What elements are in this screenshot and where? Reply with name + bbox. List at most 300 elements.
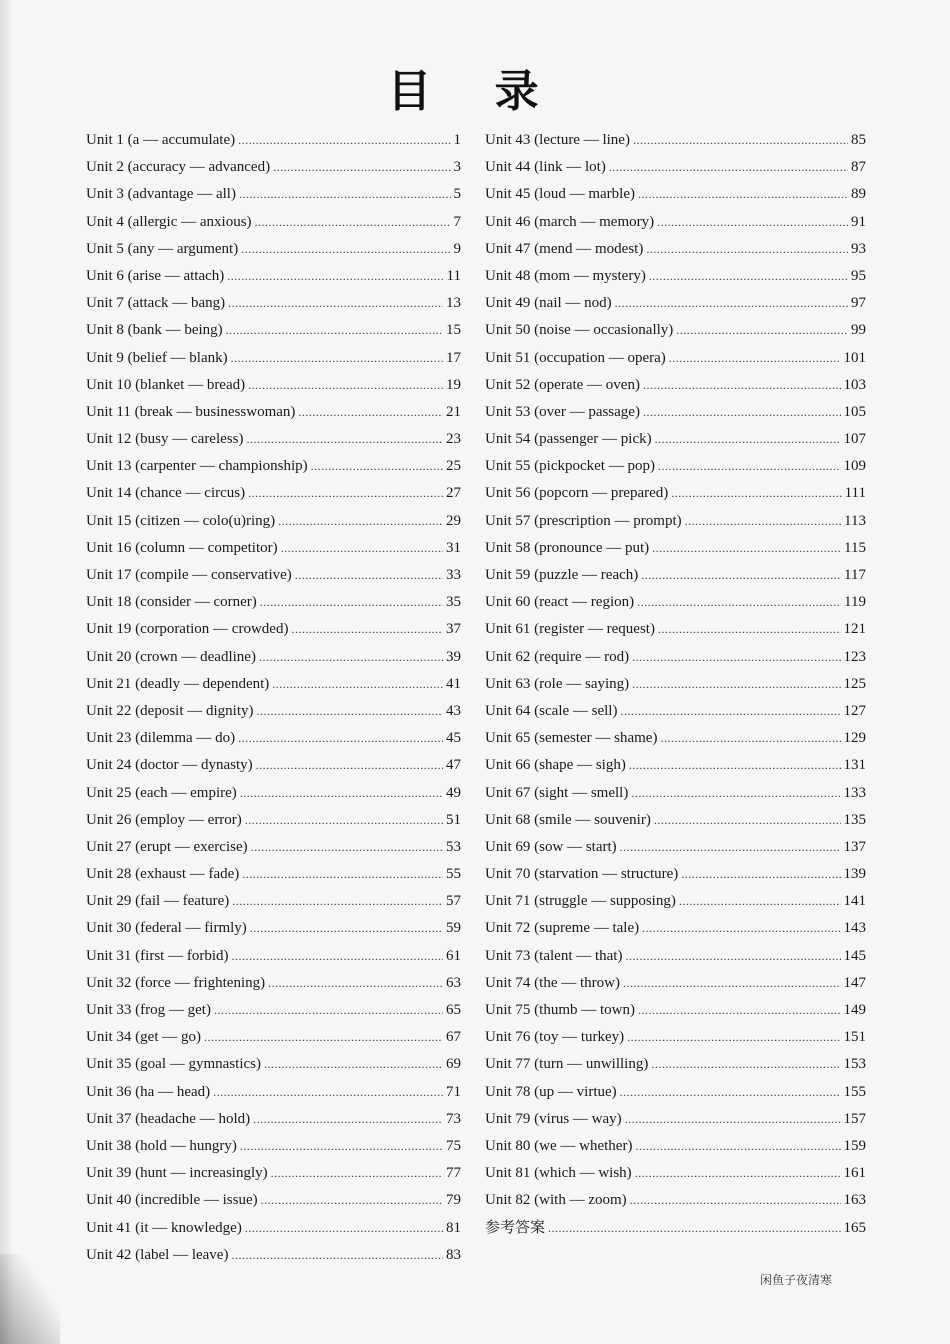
- toc-entry-label: Unit 60 (react — region): [485, 594, 635, 611]
- toc-entry-page: 41: [446, 675, 461, 692]
- toc-entry-page: 19: [446, 376, 461, 393]
- toc-entry-page: 103: [843, 376, 866, 393]
- toc-entry-page: 153: [843, 1056, 866, 1073]
- toc-entry-label: Unit 3 (advantage — all): [86, 186, 236, 203]
- dot-leader: [642, 915, 840, 942]
- dot-leader: [238, 127, 450, 154]
- dot-leader: [256, 752, 443, 779]
- toc-entry-page: 95: [851, 267, 866, 284]
- toc-entry[interactable]: [86, 127, 461, 154]
- toc-entry-page: 23: [446, 431, 461, 448]
- toc-entry[interactable]: [86, 290, 461, 317]
- dot-leader: [623, 970, 841, 997]
- toc-entry-page: 145: [843, 947, 866, 964]
- toc-entry[interactable]: [485, 752, 866, 779]
- dot-leader: [652, 535, 841, 562]
- dot-leader: [638, 997, 841, 1024]
- dot-leader: [231, 943, 443, 970]
- dot-leader: [630, 1187, 841, 1214]
- toc-entry-page: 125: [843, 675, 866, 692]
- toc-entry-page: 47: [446, 757, 461, 774]
- toc-entry[interactable]: [485, 616, 866, 643]
- toc-entry-label: Unit 20 (crown — deadline): [86, 648, 256, 665]
- toc-entry-page: 61: [446, 947, 461, 964]
- dot-leader: [232, 888, 443, 915]
- toc-entry[interactable]: [86, 426, 461, 453]
- toc-entry[interactable]: [485, 317, 866, 344]
- toc-entry-label: Unit 13 (carpenter — championship): [86, 458, 308, 475]
- toc-entry-label: Unit 56 (popcorn — prepared): [485, 485, 669, 502]
- toc-entry-label: Unit 74 (the — throw): [485, 974, 620, 991]
- dot-leader: [245, 807, 443, 834]
- toc-entry-label: Unit 12 (busy — careless): [86, 431, 244, 448]
- toc-entry[interactable]: [485, 426, 866, 453]
- toc-entry-label: Unit 76 (toy — turkey): [485, 1029, 625, 1046]
- toc-entry-label: Unit 34 (get — go): [86, 1029, 201, 1046]
- toc-entry[interactable]: [86, 236, 461, 263]
- toc-entry-page: 13: [446, 295, 461, 312]
- toc-entry[interactable]: [485, 453, 866, 480]
- toc-entry-label: Unit 58 (pronounce — put): [485, 539, 650, 556]
- toc-entry[interactable]: [86, 861, 461, 888]
- dot-leader: [620, 834, 841, 861]
- dot-leader: [681, 861, 840, 888]
- toc-entry[interactable]: [86, 834, 461, 861]
- toc-entry[interactable]: [86, 1133, 461, 1160]
- toc-entry[interactable]: [485, 1079, 866, 1106]
- toc-entry-label: Unit 7 (attack — bang): [86, 295, 226, 312]
- toc-entry-page: 117: [844, 567, 866, 583]
- toc-entry[interactable]: [86, 154, 461, 181]
- toc-entry[interactable]: [86, 589, 461, 616]
- toc-entry[interactable]: [485, 1215, 866, 1242]
- toc-entry-label: Unit 37 (headache — hold): [86, 1110, 251, 1127]
- toc-entry-page: 87: [851, 159, 866, 176]
- toc-entry[interactable]: [86, 1242, 461, 1269]
- toc-entry-label: Unit 38 (hold — hungry): [86, 1137, 237, 1154]
- scan-shadow-left: [0, 0, 14, 1344]
- toc-entry-label: Unit 77 (turn — unwilling): [485, 1056, 649, 1073]
- dot-leader: [246, 426, 443, 453]
- dot-leader: [620, 698, 840, 725]
- toc-entry[interactable]: [86, 317, 461, 344]
- toc-entry-page: 129: [843, 730, 866, 747]
- toc-entry-label: Unit 28 (exhaust — fade): [86, 866, 240, 883]
- toc-entry[interactable]: [485, 888, 866, 915]
- toc-entry[interactable]: [485, 209, 866, 236]
- dot-leader: [627, 1024, 840, 1051]
- toc-entry-label: Unit 65 (semester — shame): [485, 730, 658, 747]
- toc-entry-page: 91: [851, 213, 866, 230]
- toc-entry[interactable]: [86, 644, 461, 671]
- toc-entry-page: 79: [446, 1192, 461, 1209]
- toc-entry-label: Unit 52 (operate — oven): [485, 376, 640, 393]
- toc-entry[interactable]: [485, 644, 866, 671]
- toc-entry[interactable]: [86, 1024, 461, 1051]
- dot-leader: [268, 970, 443, 997]
- toc-entry[interactable]: [86, 508, 461, 535]
- dot-leader: [651, 1051, 840, 1078]
- toc-entry-page: 57: [446, 893, 461, 910]
- toc-entry[interactable]: [86, 752, 461, 779]
- toc-entry[interactable]: [86, 1187, 461, 1214]
- toc-entry-label: Unit 78 (up — virtue): [485, 1083, 617, 1100]
- toc-entry-label: Unit 49 (nail — nod): [485, 295, 612, 312]
- toc-entry[interactable]: [86, 181, 461, 208]
- toc-entry[interactable]: [485, 290, 866, 317]
- toc-entry-page: 15: [446, 322, 461, 339]
- toc-entry-page: 107: [843, 431, 866, 448]
- toc-entry[interactable]: [485, 1160, 866, 1187]
- dot-leader: [231, 345, 443, 372]
- toc-entry-page: 147: [843, 974, 866, 991]
- toc-entry-page: 63: [446, 974, 461, 991]
- dot-leader: [213, 1079, 443, 1106]
- toc-entry-page: 75: [446, 1137, 461, 1154]
- toc-entry-label: Unit 55 (pickpocket — pop): [485, 458, 655, 475]
- toc-entry[interactable]: [485, 480, 866, 507]
- toc-entry-label: Unit 11 (break — businesswoman): [86, 403, 296, 420]
- toc-entry-page: 121: [843, 621, 866, 638]
- dot-leader: [658, 453, 841, 480]
- toc-entry-label: Unit 62 (require — rod): [485, 648, 630, 665]
- toc-entry[interactable]: [86, 1106, 461, 1133]
- toc-entry-label: Unit 33 (frog — get): [86, 1002, 211, 1018]
- toc-entry-label: Unit 48 (mom — mystery): [485, 267, 646, 284]
- toc-entry-page: 21: [446, 403, 461, 420]
- toc-entry-page: 161: [843, 1165, 866, 1182]
- toc-entry-page: 133: [843, 784, 866, 801]
- dot-leader: [685, 508, 841, 535]
- toc-entry[interactable]: [86, 345, 461, 372]
- toc-entry[interactable]: [485, 970, 866, 997]
- toc-entry-label: Unit 14 (chance — circus): [86, 485, 246, 502]
- dot-leader: [632, 671, 840, 698]
- dot-leader: [239, 181, 451, 208]
- toc-entry-page: 1: [453, 132, 461, 148]
- toc-entry-page: 109: [843, 458, 866, 475]
- toc-entry-page: 149: [843, 1002, 866, 1018]
- toc-entry-page: 157: [843, 1110, 866, 1127]
- toc-entry-label: Unit 57 (prescription — prompt): [485, 512, 682, 529]
- toc-entry-label: Unit 24 (doctor — dynasty): [86, 757, 253, 774]
- toc-entry-page: 163: [843, 1192, 866, 1209]
- toc-entry-label: Unit 80 (we — whether): [485, 1137, 633, 1154]
- toc-entry-label: Unit 59 (puzzle — reach): [485, 567, 639, 583]
- toc-entry-label: Unit 54 (passenger — pick): [485, 431, 652, 448]
- toc-entry-page: 77: [446, 1165, 461, 1182]
- dot-leader: [679, 888, 841, 915]
- dot-leader: [625, 943, 840, 970]
- toc-entry-page: 33: [446, 567, 461, 583]
- dot-leader: [271, 1160, 443, 1187]
- toc-entry-label: Unit 67 (sight — smell): [485, 784, 629, 801]
- dot-leader: [660, 725, 840, 752]
- toc-left-column: [86, 127, 461, 1269]
- toc-entry[interactable]: [485, 372, 866, 399]
- toc-entry[interactable]: [86, 888, 461, 915]
- dot-leader: [548, 1215, 840, 1242]
- dot-leader: [649, 263, 848, 290]
- dot-leader: [637, 589, 841, 616]
- toc-entry[interactable]: [86, 1215, 461, 1242]
- dot-leader: [227, 263, 443, 290]
- toc-entry-label: Unit 5 (any — argument): [86, 240, 239, 257]
- toc-entry-page: 73: [446, 1110, 461, 1127]
- scan-shadow-corner: [0, 1254, 60, 1344]
- toc-entry-label: Unit 40 (incredible — issue): [86, 1192, 258, 1209]
- toc-entry[interactable]: [485, 1051, 866, 1078]
- toc-entry-label: Unit 29 (fail — feature): [86, 893, 230, 910]
- toc-entry-label: Unit 17 (compile — conservative): [86, 567, 292, 583]
- toc-entry-label: Unit 10 (blanket — bread): [86, 376, 246, 393]
- dot-leader: [238, 725, 443, 752]
- toc-entry[interactable]: [485, 725, 866, 752]
- toc-entry[interactable]: [86, 263, 461, 290]
- toc-entry-label: Unit 73 (talent — that): [485, 947, 623, 964]
- dot-leader: [242, 861, 443, 888]
- toc-entry[interactable]: [86, 807, 461, 834]
- toc-entry-label: Unit 64 (scale — sell): [485, 702, 618, 719]
- toc-entry-page: 83: [446, 1246, 461, 1263]
- dot-leader: [240, 780, 443, 807]
- toc-entry-label: Unit 8 (bank — being): [86, 322, 223, 339]
- dot-leader: [278, 508, 443, 535]
- dot-leader: [643, 372, 841, 399]
- dot-leader: [646, 236, 848, 263]
- toc-entry[interactable]: [485, 780, 866, 807]
- dot-leader: [311, 453, 443, 480]
- toc-entry-label: Unit 2 (accuracy — advanced): [86, 159, 271, 176]
- toc-entry-label: Unit 46 (march — memory): [485, 213, 655, 230]
- toc-entry[interactable]: [86, 209, 461, 236]
- dot-leader: [255, 209, 451, 236]
- toc-entry-page: 119: [844, 594, 866, 611]
- toc-entry[interactable]: [86, 943, 461, 970]
- dot-leader: [250, 915, 443, 942]
- dot-leader: [273, 154, 450, 181]
- toc-entry[interactable]: [86, 535, 461, 562]
- toc-entry-label: Unit 36 (ha — head): [86, 1083, 211, 1100]
- dot-leader: [226, 317, 443, 344]
- toc-entry-label: Unit 25 (each — empire): [86, 784, 237, 801]
- dot-leader: [264, 1051, 443, 1078]
- toc-entry-label: Unit 9 (belief — blank): [86, 349, 228, 366]
- toc-entry-label: Unit 71 (struggle — supposing): [485, 893, 676, 910]
- toc-entry[interactable]: [485, 915, 866, 942]
- toc-entry-label: Unit 75 (thumb — town): [485, 1002, 635, 1018]
- dot-leader: [609, 154, 848, 181]
- toc-entry[interactable]: [485, 263, 866, 290]
- toc-entry-page: 81: [446, 1219, 461, 1236]
- toc-entry[interactable]: [86, 671, 461, 698]
- toc-entry-page: 141: [843, 893, 866, 910]
- dot-leader: [241, 236, 450, 263]
- toc-entry-page: 51: [446, 811, 461, 828]
- dot-leader: [641, 562, 841, 589]
- dot-leader: [676, 317, 848, 344]
- toc-entry[interactable]: [86, 562, 461, 589]
- toc-entry-page: 143: [843, 920, 866, 937]
- toc-right-column: [485, 127, 866, 1242]
- toc-entry-page: 105: [843, 403, 866, 420]
- toc-entry-label: 参考答案: [485, 1219, 546, 1236]
- toc-entry-label: Unit 53 (over — passage): [485, 403, 640, 420]
- toc-entry-page: 53: [446, 838, 461, 855]
- toc-entry-label: Unit 16 (column — competitor): [86, 539, 278, 556]
- toc-entry-label: Unit 44 (link — lot): [485, 159, 606, 176]
- page-title: 目 录: [387, 66, 563, 117]
- dot-leader: [261, 1187, 443, 1214]
- dot-leader: [638, 181, 848, 208]
- toc-entry-page: 131: [843, 757, 866, 774]
- toc-entry[interactable]: [485, 562, 866, 589]
- toc-entry-page: 7: [453, 213, 461, 230]
- dot-leader: [658, 616, 841, 643]
- toc-entry-page: 37: [446, 621, 461, 638]
- toc-entry[interactable]: [485, 943, 866, 970]
- dot-leader: [631, 780, 840, 807]
- toc-entry[interactable]: [86, 372, 461, 399]
- dot-leader: [655, 426, 841, 453]
- toc-entry-page: 135: [843, 811, 866, 828]
- toc-entry[interactable]: [485, 399, 866, 426]
- toc-entry[interactable]: [86, 480, 461, 507]
- toc-entry-label: Unit 18 (consider — corner): [86, 594, 257, 611]
- dot-leader: [632, 644, 840, 671]
- toc-entry-page: 111: [844, 485, 866, 502]
- toc-entry-page: 55: [446, 866, 461, 883]
- toc-entry-label: Unit 41 (it — knowledge): [86, 1219, 242, 1236]
- toc-entry-page: 71: [446, 1083, 461, 1100]
- toc-entry-label: Unit 79 (virus — way): [485, 1110, 622, 1127]
- toc-entry-label: Unit 61 (register — request): [485, 621, 655, 638]
- toc-entry[interactable]: [485, 236, 866, 263]
- dot-leader: [251, 834, 443, 861]
- toc-entry[interactable]: [485, 154, 866, 181]
- toc-entry-label: Unit 15 (citizen — colo(u)ring): [86, 512, 276, 529]
- toc-entry-page: 49: [446, 784, 461, 801]
- toc-entry-page: 43: [446, 702, 461, 719]
- toc-entry-page: 35: [446, 594, 461, 611]
- dot-leader: [629, 752, 841, 779]
- toc-entry[interactable]: [485, 997, 866, 1024]
- dot-leader: [259, 644, 443, 671]
- toc-entry[interactable]: [485, 834, 866, 861]
- toc-entry-label: Unit 35 (goal — gymnastics): [86, 1056, 261, 1073]
- toc-entry-label: Unit 70 (starvation — structure): [485, 866, 679, 883]
- dot-leader: [643, 399, 841, 426]
- toc-entry-page: 123: [843, 648, 866, 665]
- dot-leader: [633, 127, 848, 154]
- toc-entry[interactable]: [485, 508, 866, 535]
- toc-entry[interactable]: [86, 453, 461, 480]
- toc-entry-page: 67: [446, 1029, 461, 1046]
- dot-leader: [291, 616, 443, 643]
- toc-entry[interactable]: [86, 997, 461, 1024]
- dot-leader: [281, 535, 443, 562]
- toc-entry[interactable]: [86, 970, 461, 997]
- watermark-text: 闲鱼子夜清寒: [760, 1273, 833, 1287]
- toc-entry-label: Unit 22 (deposit — dignity): [86, 702, 254, 719]
- dot-leader: [669, 345, 841, 372]
- toc-entry[interactable]: [86, 1160, 461, 1187]
- toc-entry[interactable]: [86, 698, 461, 725]
- toc-entry-label: Unit 30 (federal — firmly): [86, 920, 247, 937]
- toc-entry[interactable]: [86, 399, 461, 426]
- toc-entry-label: Unit 39 (hunt — increasingly): [86, 1165, 268, 1182]
- toc-entry[interactable]: [485, 345, 866, 372]
- toc-entry-page: 27: [446, 485, 461, 502]
- toc-entry[interactable]: [86, 725, 461, 752]
- toc-entry-label: Unit 47 (mend — modest): [485, 240, 644, 257]
- toc-entry[interactable]: [485, 698, 866, 725]
- toc-entry-page: 3: [453, 159, 461, 176]
- dot-leader: [253, 1106, 443, 1133]
- toc-entry-label: Unit 32 (force — frightening): [86, 974, 266, 991]
- dot-leader: [240, 1133, 443, 1160]
- toc-entry-page: 165: [843, 1219, 866, 1236]
- toc-entry[interactable]: [485, 589, 866, 616]
- toc-entry[interactable]: [485, 1187, 866, 1214]
- toc-entry-page: 97: [851, 295, 866, 312]
- toc-entry[interactable]: [86, 1051, 461, 1078]
- toc-entry-page: 25: [446, 458, 461, 475]
- toc-entry[interactable]: [485, 127, 866, 154]
- dot-leader: [615, 290, 848, 317]
- dot-leader: [635, 1133, 840, 1160]
- toc-entry[interactable]: [485, 181, 866, 208]
- dot-leader: [248, 480, 443, 507]
- toc-entry-page: 85: [851, 132, 866, 148]
- toc-entry[interactable]: [485, 807, 866, 834]
- toc-entry[interactable]: [485, 535, 866, 562]
- toc-entry[interactable]: [485, 1106, 866, 1133]
- toc-entry-page: 31: [446, 539, 461, 556]
- toc-entry[interactable]: [86, 780, 461, 807]
- toc-entry[interactable]: [86, 915, 461, 942]
- toc-entry-page: 101: [843, 349, 866, 366]
- toc-entry-page: 9: [453, 240, 461, 257]
- dot-leader: [620, 1079, 841, 1106]
- dot-leader: [257, 698, 444, 725]
- toc-entry[interactable]: [485, 671, 866, 698]
- toc-entry-label: Unit 26 (employ — error): [86, 811, 242, 828]
- toc-entry-page: 113: [844, 512, 866, 529]
- toc-entry-label: Unit 50 (noise — occasionally): [485, 322, 674, 339]
- dot-leader: [204, 1024, 443, 1051]
- toc-entry[interactable]: [485, 1024, 866, 1051]
- dot-leader: [654, 807, 841, 834]
- toc-entry-label: Unit 21 (deadly — dependent): [86, 675, 270, 692]
- toc-entry-label: Unit 4 (allergic — anxious): [86, 213, 252, 230]
- toc-entry-page: 89: [851, 186, 866, 203]
- toc-entry-page: 139: [843, 866, 866, 883]
- toc-entry-page: 65: [446, 1002, 461, 1018]
- dot-leader: [214, 997, 443, 1024]
- toc-entry[interactable]: [86, 1079, 461, 1106]
- toc-entry-page: 45: [446, 730, 461, 747]
- toc-entry[interactable]: [485, 1133, 866, 1160]
- toc-entry[interactable]: [485, 861, 866, 888]
- toc-entry[interactable]: [86, 616, 461, 643]
- toc-entry-page: 155: [843, 1083, 866, 1100]
- dot-leader: [260, 589, 443, 616]
- toc-entry-label: Unit 42 (label — leave): [86, 1246, 229, 1263]
- toc-entry-label: Unit 63 (role — saying): [485, 675, 630, 692]
- toc-entry-label: Unit 66 (shape — sigh): [485, 757, 626, 774]
- toc-entry-page: 115: [844, 539, 866, 556]
